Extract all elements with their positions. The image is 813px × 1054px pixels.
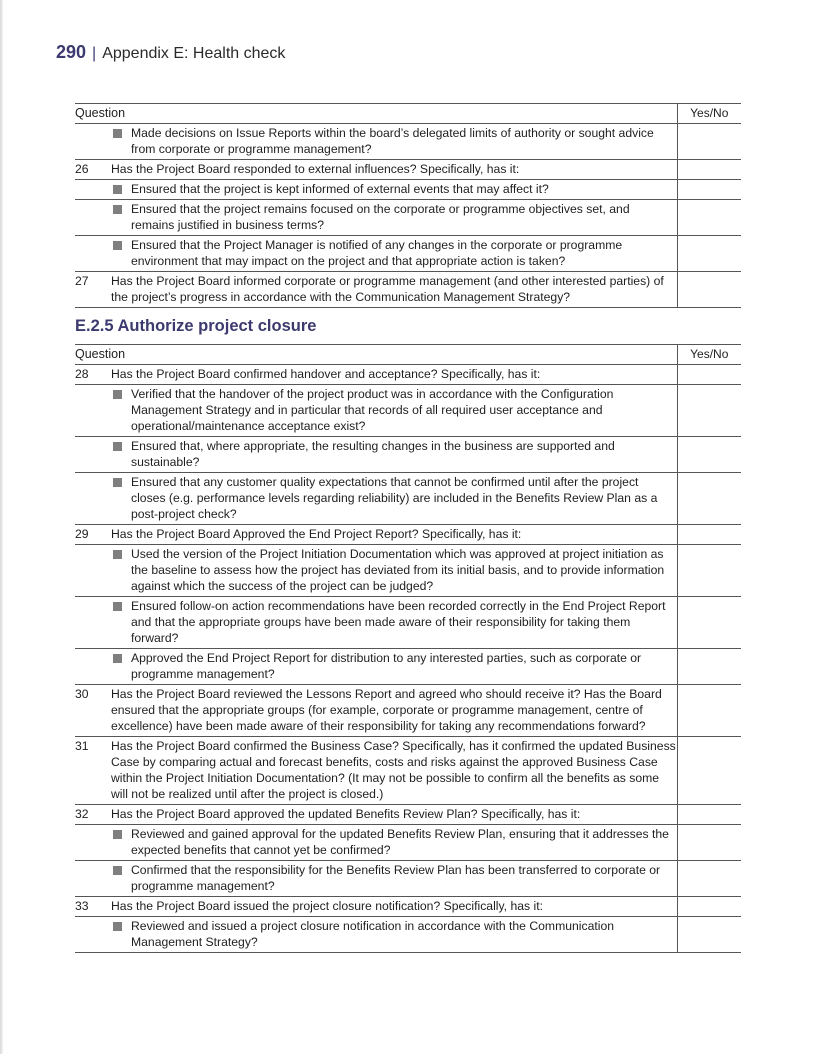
yes-no-answer-cell[interactable] [677,236,741,272]
question-row [75,897,741,917]
sub-question-row [75,437,741,473]
square-bullet-icon [113,442,122,451]
sub-question-cell [111,649,677,685]
sub-question-row [75,861,741,897]
yes-no-answer-cell[interactable] [677,365,741,385]
square-bullet-icon [113,830,122,839]
square-bullet-icon [113,654,122,663]
yes-no-column-header: Yes/No [677,104,741,124]
yes-no-answer-cell[interactable] [677,685,741,737]
sub-question-text: Confirmed that the responsibility for the Benefits Review Plan has been transferred to corporate or programme management? [131,863,661,893]
sub-question-cell [111,124,677,160]
bullet-item [111,386,677,434]
question-number: 31 [75,739,89,753]
yes-no-column-header: Yes/No [677,345,741,365]
question-number [75,236,111,272]
sub-question-row [75,385,741,437]
yes-no-answer-cell[interactable] [677,272,741,308]
sub-question-text: Ensured that any customer quality expectations that cannot be confirmed until after the project closes (e.g. performance levels regarding reliability) are included in the Benefits Review Plan as a post-project check? [131,475,658,521]
square-bullet-icon [113,866,122,875]
yes-no-answer-cell[interactable] [677,597,741,649]
sub-question-text: Made decisions on Issue Reports within the board’s delegated limits of authority or sought advice from corporate or programme management? [131,126,654,156]
sub-question-cell [111,473,677,525]
sub-question-cell [111,597,677,649]
yes-no-answer-cell[interactable] [677,737,741,805]
question-number: 28 [75,367,89,381]
yes-no-answer-cell[interactable] [677,545,741,597]
square-bullet-icon [113,241,122,250]
question-text: Has the Project Board confirmed handover and acceptance? Specifically, has it: [111,367,541,381]
question-number: 33 [75,899,89,913]
page-content [75,103,741,953]
bullet-item [111,826,677,858]
sub-question-cell [111,825,677,861]
table-header-row [75,345,741,365]
sub-question-row [75,917,741,953]
question-row [75,365,741,385]
page-number: 290 [56,42,87,62]
sub-question-row [75,124,741,160]
sub-question-text: Ensured follow-on action recommendations have been recorded correctly in the End Project Report and that the appropriate groups have been made aware of their responsibility for taking them forward? [131,599,666,645]
question-number [75,545,111,597]
sub-question-text: Verified that the handover of the project product was in accordance with the Configuration Management Strategy and in particular that records of all required user acceptance and operational/maintenance acceptance exist? [131,387,614,433]
question-row [75,160,741,180]
bullet-item [111,474,677,522]
question-number: 32 [75,807,89,821]
sub-question-row [75,545,741,597]
sub-question-cell [111,545,677,597]
header-separator: | [92,45,97,62]
yes-no-answer-cell[interactable] [677,200,741,236]
question-table-authorize-closure [75,344,741,953]
bullet-item [111,181,677,197]
question-row [75,272,741,308]
sub-question-cell [111,385,677,437]
square-bullet-icon [113,129,122,138]
bullet-item [111,862,677,894]
sub-question-row [75,649,741,685]
bullet-item [111,546,677,594]
square-bullet-icon [113,185,122,194]
sub-question-cell [111,437,677,473]
question-text: Has the Project Board issued the project closure notification? Specifically, has it: [111,899,543,913]
bullet-item [111,918,677,950]
square-bullet-icon [113,205,122,214]
sub-question-text: Approved the End Project Report for distribution to any interested parties, such as corporate or programme management? [131,651,642,681]
sub-question-row [75,180,741,200]
sub-question-cell [111,180,677,200]
yes-no-answer-cell[interactable] [677,180,741,200]
sub-question-cell [111,861,677,897]
question-number: 27 [75,274,89,288]
table-header-row [75,104,741,124]
question-number [75,385,111,437]
yes-no-answer-cell[interactable] [677,160,741,180]
question-text: Has the Project Board Approved the End Project Report? Specifically, has it: [111,527,522,541]
question-row [75,685,741,737]
question-number [75,473,111,525]
yes-no-answer-cell[interactable] [677,437,741,473]
question-row [75,805,741,825]
question-column-header: Question [75,106,126,120]
sub-question-cell [111,200,677,236]
bullet-item [111,237,677,269]
question-number: 30 [75,687,89,701]
yes-no-answer-cell[interactable] [677,917,741,953]
question-number [75,437,111,473]
sub-question-text: Ensured that, where appropriate, the resulting changes in the business are supported and sustainable? [131,439,615,469]
yes-no-answer-cell[interactable] [677,385,741,437]
sub-question-row [75,597,741,649]
question-number [75,917,111,953]
bullet-item [111,125,677,157]
sub-question-row [75,825,741,861]
bullet-item [111,438,677,470]
square-bullet-icon [113,478,122,487]
square-bullet-icon [113,550,122,559]
table-body [75,124,741,308]
yes-no-answer-cell[interactable] [677,897,741,917]
square-bullet-icon [113,922,122,931]
page-edge [0,0,3,1054]
sub-question-text: Ensured that the project remains focused on the corporate or programme objectives set, and remains justified in business terms? [131,202,630,232]
question-text: Has the Project Board approved the updated Benefits Review Plan? Specifically, has it: [111,807,581,821]
sub-question-text: Reviewed and gained approval for the updated Benefits Review Plan, ensuring that it addresses the expected benefits that cannot yet be confirmed? [131,827,669,857]
question-number [75,200,111,236]
yes-no-answer-cell[interactable] [677,525,741,545]
yes-no-answer-cell[interactable] [677,805,741,825]
table-body [75,365,741,953]
sub-question-row [75,200,741,236]
question-text: Has the Project Board responded to external influences? Specifically, has it: [111,162,520,176]
question-number: 29 [75,527,89,541]
question-column-header: Question [75,347,126,361]
question-number [75,825,111,861]
question-text: Has the Project Board reviewed the Lessons Report and agreed who should receive it? Has the Board ensured that the appropriate groups (for example, corporate or programme management, centre of excellence) have been made aware of their responsibility for taking any recommendations forward? [111,687,662,733]
running-head [56,42,285,63]
square-bullet-icon [113,602,122,611]
sub-question-text: Reviewed and issued a project closure notification in accordance with the Communication Management Strategy? [131,919,615,949]
yes-no-answer-cell[interactable] [677,825,741,861]
header-title: Appendix E: Health check [102,45,286,62]
yes-no-answer-cell[interactable] [677,861,741,897]
sub-question-text: Ensured that the project is kept informed of external events that may affect it? [131,182,549,196]
sub-question-text: Ensured that the Project Manager is notified of any changes in the corporate or programme environment that may impact on the project and that appropriate action is taken? [131,238,623,268]
yes-no-answer-cell[interactable] [677,473,741,525]
question-number: 26 [75,162,89,176]
bullet-item [111,650,677,682]
question-number [75,649,111,685]
question-row [75,737,741,805]
square-bullet-icon [113,390,122,399]
question-number [75,180,111,200]
sub-question-row [75,236,741,272]
bullet-item [111,598,677,646]
yes-no-answer-cell[interactable] [677,649,741,685]
question-text: Has the Project Board confirmed the Business Case? Specifically, has it confirmed the updated Business Case by comparing actual and forecast benefits, costs and risks against the approved Business Case within the Project Initiation Documentation? (It may not be possible to confirm all the benefits as some will not be realized until after the project is closed.) [111,739,676,801]
sub-question-cell [111,917,677,953]
question-number [75,861,111,897]
question-number [75,124,111,160]
question-text: Has the Project Board informed corporate or programme management (and other interested parties) of the project’s progress in accordance with the Communication Management Strategy? [111,274,664,304]
question-row [75,525,741,545]
sub-question-row [75,473,741,525]
question-number [75,597,111,649]
section-title: E.2.5 Authorize project closure [75,317,317,335]
bullet-item [111,201,677,233]
sub-question-cell [111,236,677,272]
yes-no-answer-cell[interactable] [677,124,741,160]
question-table-continued [75,103,741,308]
sub-question-text: Used the version of the Project Initiation Documentation which was approved at project initiation as the baseline to assess how the project has deviated from its initial basis, and to provide information against which the success of the project can be judged? [131,547,665,593]
